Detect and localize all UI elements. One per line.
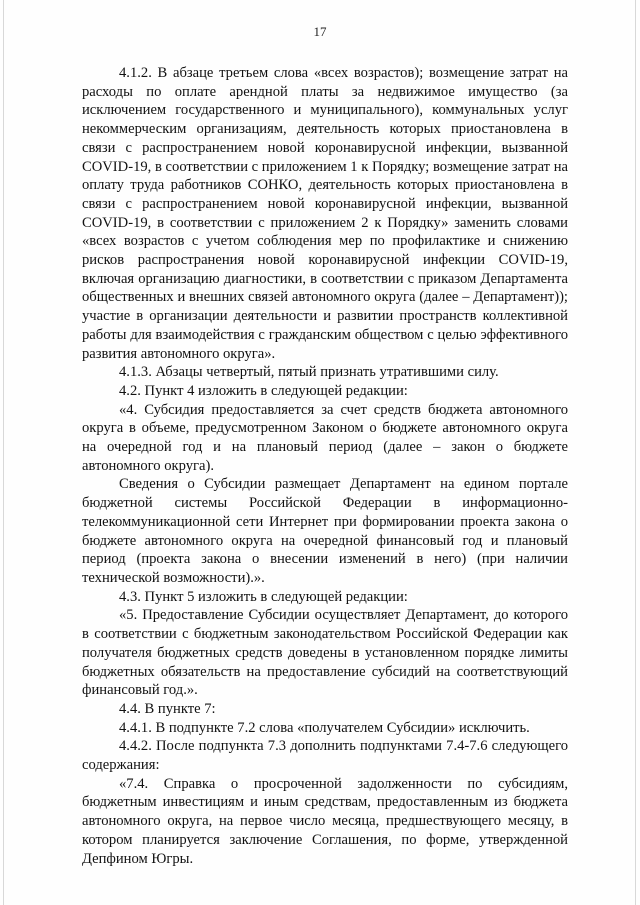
document-body [82,64,568,868]
scan-edge-left [3,0,4,905]
paragraph-item-4: «4. Субсидия предоставляется за счет средств бюджета автономного округа в объеме, предусмотренном Законом о бюджете автономного округа на очередной год и на плановый период (далее – закон о бюджете автономного округа). [82,401,568,474]
scan-edge-right [635,0,636,905]
paragraph-subsidy-info: Сведения о Субсидии размещает Департамент на едином портале бюджетной системы Российской Федерации в информационно-телекоммуникационной сети Интернет при формировании проекта закона о бюджете автономного округа на очередной финансовый год и плановый период (проекта закона о внесении изменений в него) (при наличии технической возможности).». [82,476,568,586]
paragraph-item-5: «5. Предоставление Субсидии осуществляет Департамент, до которого в соответствии с бюджетным законодательством Российской Федерации как получателя бюджетных средств доведены в установленном порядке лимиты бюджетных обязательств на предоставление субсидий на соответствующий финансовый год.». [82,607,568,699]
paragraph-item-7-4: «7.4. Справка о просроченной задолженности по субсидиям, бюджетным инвестициям и иным средствам, предоставленным из бюджета автономного округа, на первое число месяца, предшествующего месяцу, в котором планируется заключение Соглашения, по форме, утвержденной Депфином Югры. [82,775,568,867]
page-number: 17 [313,24,327,39]
paragraph-4-4-2: 4.4.2. После подпункта 7.3 дополнить подпунктами 7.4-7.6 следующего содержания: [82,738,568,774]
paragraph-4-1-2: 4.1.2. В абзаце третьем слова «всех возрастов); возмещение затрат на расходы по оплате арендной платы за недвижимое имущество (за исключением государственного и муниципального), коммунальных услуг некоммерческим организациям, деятельность которых приостановлена в связи с распространением новой коронавирусной инфекции, вызванной COVID-19, в соответствии с приложением 1 к Порядку; возмещение затрат на оплату труда работников СОНКО, деятельность которых приостановлена в связи с распространением новой коронавирусной инфекции, вызванной COVID-19, в соответствии с приложением 2 к Порядку» заменить словами «всех возрастов с учетом соблюдения мер по профилактике и снижению рисков распространения новой коронавирусной инфекции COVID-19, включая организацию диагностики, в соответствии с приказом Департамента общественных и внешних связей автономного округа (далее – Департамент)); участие в организации деятельности и развитии пространств коллективной работы для взаимодействия с гражданским обществом с целью эффективного развития автономного округа». [82,65,568,362]
paragraph-4-2: 4.2. Пункт 4 изложить в следующей редакции: [119,382,408,399]
paragraph-4-4-1: 4.4.1. В подпункте 7.2 слова «получателем Субсидии» исключить. [119,719,530,736]
paragraph-4-3: 4.3. Пункт 5 изложить в следующей редакции: [119,588,408,605]
paragraph-4-4: 4.4. В пункте 7: [119,700,216,717]
paragraph-4-1-3: 4.1.3. Абзацы четвертый, пятый признать утратившими силу. [119,364,499,381]
